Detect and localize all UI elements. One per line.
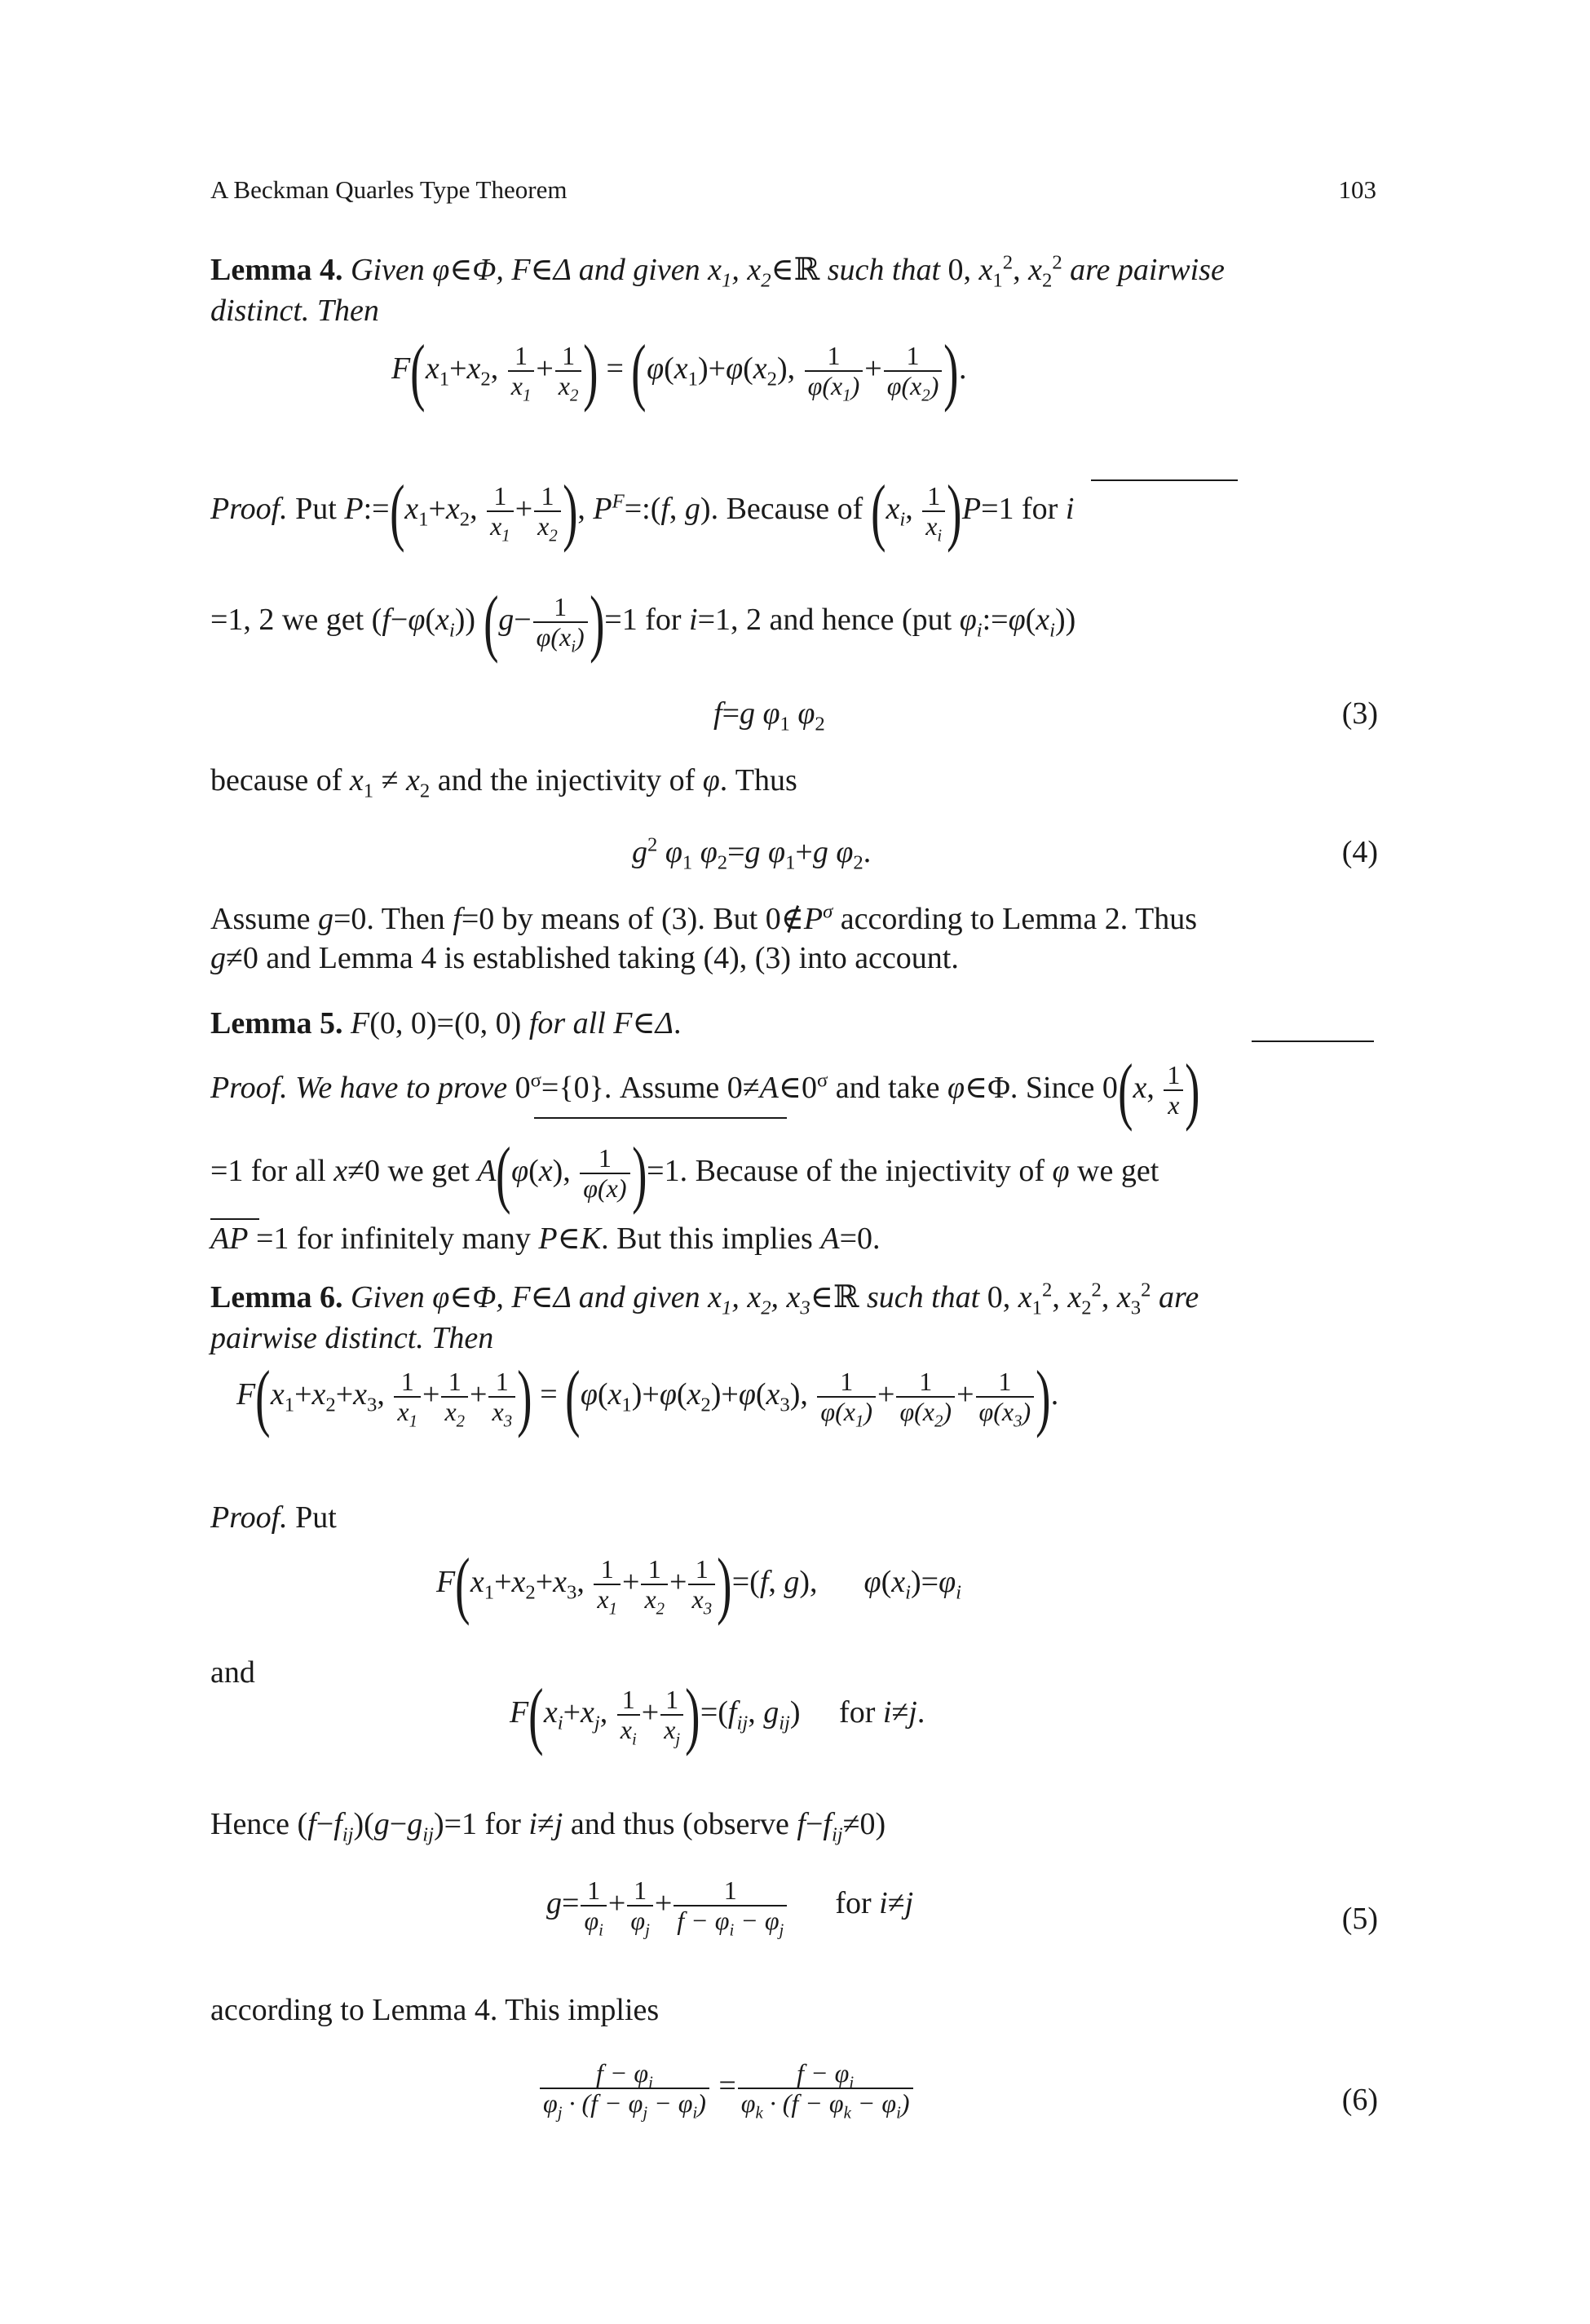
lemma4-statement-line2: distinct. Then: [210, 294, 379, 328]
proof4-line5: g≠0 and Lemma 4 is established taking (4), (3) into account.: [210, 941, 959, 975]
lemma6-statement-line1: Lemma 6. Given φ∈Φ, F∈Δ and given $x_1$, $x_2$, $x_3\in ℝ$ such that 0, $x_1^2$, $x_2^2$, $x_3^2$ are: [210, 1279, 1199, 1319]
proof6-put: Proof. Put: [210, 1500, 337, 1535]
proof4-line4: Assume g=0. Then f=0 by means of (3). But $0\notin P^\sigma$ according to Lemma 2. Thus: [210, 900, 1198, 936]
lemma4-equation: $F(x_1+x_2$, $\frac{1}{x_1}$ + $\frac{1}{x_2}$ ) = ($\varphi(x_1)+\varphi(x_2)$, $\frac{1}{\varphi(x_1)}$ + $\frac{1}{\varphi(x_2)}$ ).: [391, 329, 967, 413]
proof4-line1: Proof. Put $P:=(x_1+x_2$, $\frac{1}{x_1}$ + $\frac{1}{x_2}$ ), $P^F=:(f$, g). Because of ($x_i$, $\frac{1}{x_i}$ )P=1 for i: [210, 470, 1075, 553]
lemma6-label: Lemma 6.: [210, 1280, 343, 1314]
lemma5-proof-line3: AP =1 for infinitely many P∈K. But this implies A=0.: [210, 1222, 881, 1256]
overline-A-phi: [534, 1117, 787, 1119]
proof6-hence: Hence $(f-f_{ij})(g-g_{ij})=1$ for i≠j and thus (observe $f-f_{ij}\ne 0$): [210, 1807, 886, 1846]
proof6-and: and: [210, 1655, 255, 1690]
equation-6-number: (6): [1341, 2083, 1378, 2117]
proof4-line3: because of $x_1 \ne x_2$ and the injectivity of φ. Thus: [210, 763, 797, 802]
overline-0-x: [1252, 1040, 1374, 1042]
equation-5: g= $\frac{1}{\varphi_i}$ + $\frac{1}{\varphi_j}$ + $\frac{1}{f - \varphi_i - \varphi_j}$ for i≠j: [546, 1876, 914, 1939]
proof6-according: according to Lemma 4. This implies: [210, 1993, 660, 2027]
equation-6: $\frac{f - \varphi_i}{\varphi_j \cdot (f - \varphi_j - \varphi_i)}$ = $\frac{f - \varphi_i}{\varphi_k \cdot (f - \varphi_k - \varphi_i)}$: [538, 2060, 915, 2118]
lemma5-proof-line2: =1 for all x≠0 we get A(φ(x), $\frac{1}{\varphi(x)}$ )=1. Because of the injectivity of φ we get: [210, 1132, 1159, 1215]
equation-3: f=g $\varphi_1$ $\varphi_2$: [713, 696, 825, 736]
proof4-line2: =1, 2 we get $(f-\varphi(x_i))$ (g− $\frac{1}{\varphi(x_i)}$ )=1 for i=1, 2 and hence (put $\varphi_i:=\varphi(x_i)$): [210, 581, 1076, 664]
lemma6-equation: $F(x_1+x_2+x_3$, $\frac{1}{x_1}$ + $\frac{1}{x_2}$ + $\frac{1}{x_3}$ ) = ($\varphi(x_1)+\varphi(x_2)+\varphi(x_3)$, $\frac{1}{\varphi(x_1)}$ + $\frac{1}{\varphi(x_2)}$ + $\frac{1}{\varphi(x_3)}$ ).: [236, 1355, 1059, 1438]
lemma6-statement-line2: pairwise distinct. Then: [210, 1321, 494, 1355]
equation-4-number: (4): [1341, 835, 1378, 869]
proof6-equation-put: $F(x_1+x_2+x_3$, $\frac{1}{x_1}$ + $\frac{1}{x_2}$ + $\frac{1}{x_3}$ )=(f, g), $\varphi(x_i)=\varphi_i$: [436, 1543, 961, 1626]
lemma4-label: Lemma 4.: [210, 253, 343, 287]
lemma5-label: Lemma 5.: [210, 1006, 343, 1040]
overline-xi-P: [1091, 479, 1238, 481]
lemma5-statement: Lemma 5. F(0, 0)=(0, 0) for all F∈Δ.: [210, 1006, 682, 1040]
lemma4-statement-line1: Lemma 4. Given φ∈Φ, F∈Δ and given $x_1$, $x_2\in ℝ$ such that 0, $x_1^2$, $x_2^2$ are pairwise: [210, 251, 1225, 292]
lemma5-proof-line1: Proof. We have to prove $0^\sigma=\{0\}$. Assume $0\ne A\in 0^\sigma$ and take φ∈Φ. Since 0(x, $\frac{1}{x}$ ): [210, 1049, 1200, 1132]
equation-5-number: (5): [1341, 1902, 1378, 1936]
page-number: 103: [1338, 175, 1376, 204]
equation-3-number: (3): [1341, 696, 1378, 731]
proof6-equation-and: $F(x_i+x_j$, $\frac{1}{x_i}$ + $\frac{1}{x_j}$ )$=(f_{ij}$, $g_{ij}$) for i≠j.: [510, 1673, 925, 1756]
running-title: A Beckman Quarles Type Theorem: [210, 175, 568, 204]
equation-4: $g^2$ $\varphi_1$ $\varphi_2=g$ $\varphi_1+g$ $\varphi_2$.: [632, 833, 872, 874]
overline-AP: [210, 1218, 259, 1220]
